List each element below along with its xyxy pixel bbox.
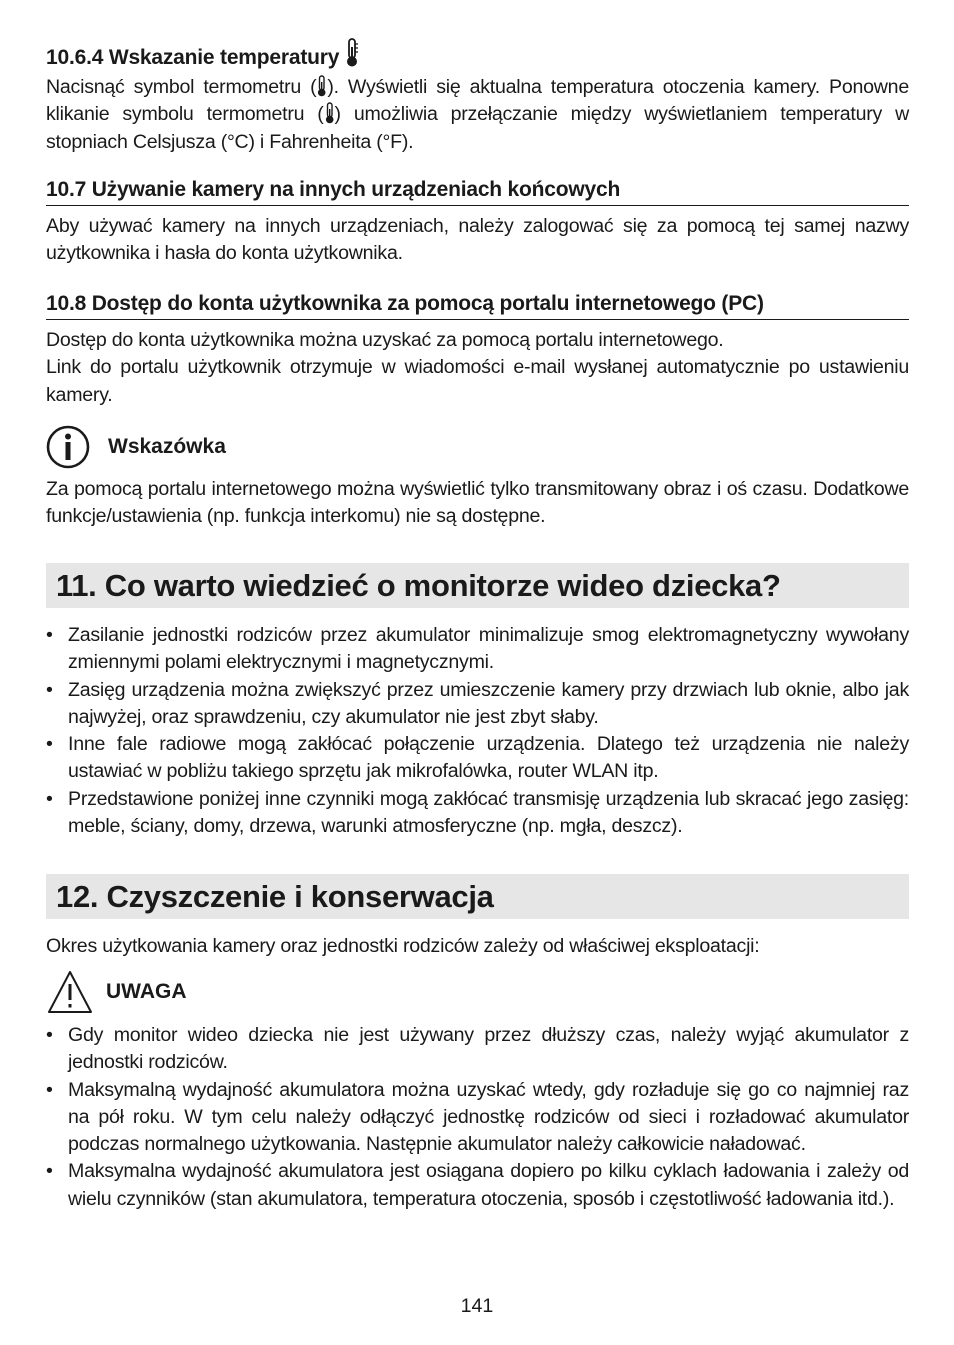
list-item-text: Maksymalną wydajność akumulatora można uzyskać wtedy, gdy rozładuje się go co najmniej raz na pół roku. W tym celu należy odłączyć jednostkę rodziców od sieci i rozładować akumulator podczas normalnego użytkowania. Następnie akumulator należy całkowicie naładować. [68, 1078, 909, 1156]
section-10-7 [46, 178, 909, 268]
paragraph: Dostęp do konta użytkownika można uzyskać za pomocą portalu internetowego. [46, 329, 724, 351]
bullet-marker: • [46, 787, 53, 810]
list-item-text: Przedstawione poniżej inne czynniki mogą zakłócać transmisję urządzenia lub skracać jego zasięg: meble, ściany, domy, drzewa, warunki atmosferyczne (np. mgła, deszcz). [68, 787, 909, 838]
list-item-text: Zasięg urządzenia można zwiększyć przez umieszczenie kamery przy drzwiach lub oknie, albo jak najwyżej, oraz sprawdzeniu, czy akumulator nie jest zbyt słaby. [68, 678, 909, 728]
warning-title: UWAGA [106, 980, 187, 1003]
note-text: Za pomocą portalu internetowego można wyświetlić tylko transmitowany obraz i oś czasu. Dodatkowe funkcje/ustawienia (np. funkcja interkomu) nie są dostępne. [46, 478, 909, 528]
warning-header [46, 968, 909, 1016]
bullet-marker: • [46, 678, 53, 701]
bullet-list [46, 622, 909, 840]
paragraph: Okres użytkowania kamery oraz jednostki rodziców zależy od właściwej eksploatacji: [46, 935, 760, 957]
section-10-8 [46, 292, 909, 409]
list-item [46, 786, 909, 841]
section-title [46, 38, 909, 70]
paragraph-text: Nacisnąć symbol termometru ( [46, 76, 317, 98]
bullet-marker: • [46, 1078, 53, 1101]
bullet-marker: • [46, 624, 53, 646]
chapter-title-bar [46, 874, 909, 919]
section-12 [46, 874, 909, 960]
list-item-text: Maksymalna wydajność akumulatora jest osiągana dopiero po kilku cyklach ładowania i zależy od wielu czynników (stan akumulatora, temperatura otoczenia, sposób i częstotliwość ładowania itd.). [68, 1160, 909, 1210]
bullet-marker: • [46, 733, 53, 756]
warning-icon [46, 968, 94, 1016]
bullet-marker: • [46, 1160, 53, 1183]
chapter-title: 11. Co warto wiedzieć o monitorze wideo dziecka? [56, 567, 781, 603]
paragraph: Aby używać kamery na innych urządzeniach, należy zalogować się za pomocą tej samej nazwy użytkownika i hasła do konta użytkownika. [46, 215, 909, 265]
list-item [46, 1022, 909, 1077]
info-icon [46, 424, 92, 470]
bullet-marker: • [46, 1024, 53, 1046]
page-number: 141 [460, 1295, 494, 1317]
paragraph-text: ). Wyświetli się aktualna temperatura otoczenia kamery. Ponowne klikanie symbolu termometru ( [46, 76, 909, 126]
list-item-text: Zasilanie jednostki rodziców przez akumulator minimalizuje smog elektromagnetyczny wywołany zmiennymi polami elektrycznymi i magnetycznymi. [68, 624, 909, 674]
section-10-6-4 [46, 38, 909, 156]
note-box [46, 424, 909, 531]
list-item [46, 677, 909, 732]
section-title: 10.8 Dostęp do konta użytkownika za pomocą portalu internetowego (PC) [46, 292, 909, 320]
section-title-text: 10.6.4 Wskazanie temperatury [46, 46, 340, 69]
section-title: 10.7 Używanie kamery na innych urządzeniach końcowych [46, 178, 909, 206]
list-item-text: Gdy monitor wideo dziecka nie jest używany przez dłuższy czas, należy wyjąć akumulator z jednostki rodziców. [68, 1024, 909, 1074]
bullet-list [46, 1022, 909, 1213]
thermometer-icon [324, 102, 335, 124]
paragraph [46, 74, 909, 156]
chapter-title-bar [46, 563, 909, 608]
note-header [46, 424, 909, 470]
list-item [46, 1158, 909, 1213]
warning-box [46, 968, 909, 1213]
chapter-title: 12. Czyszczenie i konserwacja [56, 878, 494, 914]
paragraph: Link do portalu użytkownik otrzymuje w wiadomości e-mail wysłanej automatycznie po ustawieniu kamery. [46, 356, 909, 406]
section-11 [46, 563, 909, 840]
list-item [46, 731, 909, 786]
list-item [46, 1077, 909, 1159]
paragraph-text: ) umożliwia przełączanie między wyświetlaniem temperatury w stopniach Celsjusza (°C) i Fahrenheita (°F). [46, 103, 909, 153]
list-item-text: Inne fale radiowe mogą zakłócać połączenie urządzenia. Dlatego też urządzenia nie należy ustawiać w pobliżu takiego sprzętu jak mikrofalówka, router WLAN itp. [68, 733, 909, 783]
list-item [46, 622, 909, 677]
thermometer-icon [345, 38, 359, 68]
thermometer-icon [316, 75, 327, 97]
note-title: Wskazówka [108, 435, 226, 458]
